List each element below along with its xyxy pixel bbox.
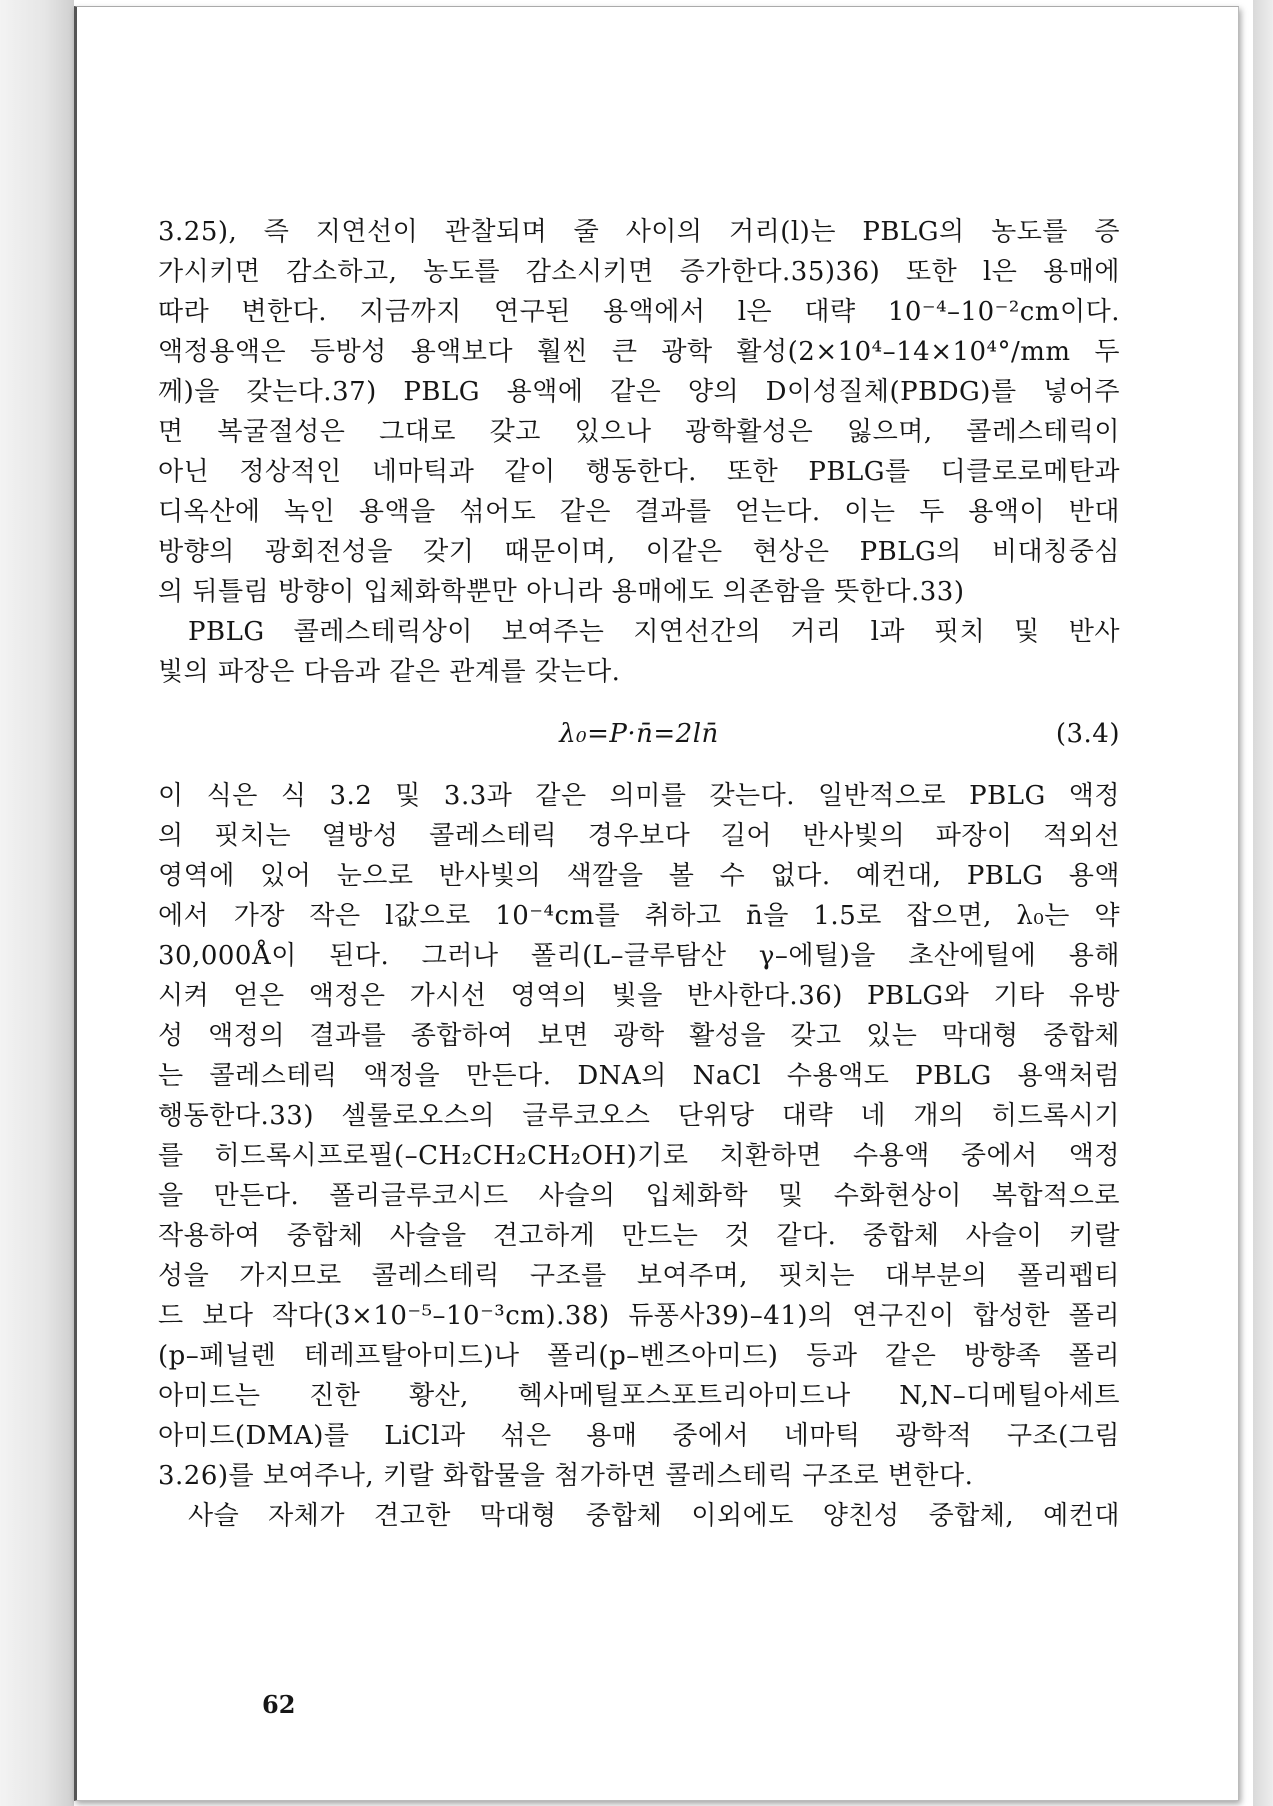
text-line: 30,000Å이 된다. 그러나 폴리(L–글루탐산 γ–에틸)을 초산에틸에 용해 xyxy=(158,941,1120,971)
text-line: (p–페닐렌 테레프탈아미드)나 폴리(p–벤즈아미드) 등과 같은 방향족 폴리 xyxy=(158,1341,1120,1371)
text-line: 따라 변한다. 지금까지 연구된 용액에서 l은 대략 10⁻⁴–10⁻²cm이다. xyxy=(158,297,1120,327)
paragraph-2 xyxy=(158,612,1120,692)
text-line: 빛의 파장은 다음과 같은 관계를 갖는다. xyxy=(158,657,621,687)
paragraph-4 xyxy=(158,1496,1120,1536)
text-line: 액정용액은 등방성 용액보다 훨씬 큰 광학 활성(2×10⁴–14×10⁴°/mm 두 xyxy=(158,337,1120,367)
text-line: 방향의 광회전성을 갖기 때문이며, 이같은 현상은 PBLG의 비대칭중심 xyxy=(158,537,1120,567)
text-line: 드 보다 작다(3×10⁻⁵–10⁻³cm).38) 듀퐁사39)–41)의 연구진이 합성한 폴리 xyxy=(158,1301,1120,1331)
text-line: PBLG 콜레스테릭상이 보여주는 지연선간의 거리 l과 핏치 및 반사 xyxy=(188,617,1120,647)
book-spine-edge xyxy=(0,0,74,1806)
text-line: 의 핏치는 열방성 콜레스테릭 경우보다 길어 반사빛의 파장이 적외선 xyxy=(158,821,1120,851)
equation-row xyxy=(158,714,1120,754)
text-line: 아미드는 진한 황산, 헥사메틸포스포트리아미드나 N,N–디메틸아세트 xyxy=(158,1381,1120,1411)
text-line: 작용하여 중합체 사슬을 견고하게 만드는 것 같다. 중합체 사슬이 키랄 xyxy=(158,1221,1120,1251)
text-line: 3.26)를 보여주나, 키랄 화합물을 첨가하면 콜레스테릭 구조로 변한다. xyxy=(158,1461,974,1491)
text-line: 성을 가지므로 콜레스테릭 구조를 보여주며, 핏치는 대부분의 폴리펩티 xyxy=(158,1261,1120,1291)
text-line: 3.25), 즉 지연선이 관찰되며 줄 사이의 거리(l)는 PBLG의 농도를 증 xyxy=(158,217,1120,247)
book-outer-edge xyxy=(1253,0,1273,1806)
paragraph-1 xyxy=(158,212,1120,612)
text-line: 면 복굴절성은 그대로 갖고 있으나 광학활성은 잃으며, 콜레스테릭이 xyxy=(158,417,1120,447)
equation-number: (3.4) xyxy=(1055,719,1120,749)
text-line: 영역에 있어 눈으로 반사빛의 색깔을 볼 수 없다. 예컨대, PBLG 용액 xyxy=(158,861,1120,891)
text-line: 아닌 정상적인 네마틱과 같이 행동한다. 또한 PBLG를 디클로로메탄과 xyxy=(158,457,1120,487)
text-line: 아미드(DMA)를 LiCl과 섞은 용매 중에서 네마틱 광학적 구조(그림 xyxy=(158,1421,1120,1451)
page-number: 62 xyxy=(262,1690,296,1719)
text-line: 가시키면 감소하고, 농도를 감소시키면 증가한다.35)36) 또한 l은 용매에 xyxy=(158,257,1120,287)
body-text xyxy=(158,212,1120,1536)
text-line: 께)을 갖는다.37) PBLG 용액에 같은 양의 D이성질체(PBDG)를 넣어주 xyxy=(158,377,1120,407)
text-line: 는 콜레스테릭 액정을 만든다. DNA의 NaCl 수용액도 PBLG 용액처럼 xyxy=(158,1061,1120,1091)
text-line: 를 히드록시프로필(–CH₂CH₂CH₂OH)기로 치환하면 수용액 중에서 액정 xyxy=(158,1141,1120,1171)
text-line: 에서 가장 작은 l값으로 10⁻⁴cm를 취하고 n̄을 1.5로 잡으면, λ₀는 약 xyxy=(158,901,1120,931)
paragraph-3 xyxy=(158,776,1120,1496)
text-line: 디옥산에 녹인 용액을 섞어도 같은 결과를 얻는다. 이는 두 용액이 반대 xyxy=(158,497,1120,527)
text-line: 시켜 얻은 액정은 가시선 영역의 빛을 반사한다.36) PBLG와 기타 유방 xyxy=(158,981,1120,1011)
equation-formula: λ₀=P·n̄=2ln̄ xyxy=(559,719,719,749)
text-line: 사슬 자체가 견고한 막대형 중합체 이외에도 양친성 중합체, 예컨대 xyxy=(188,1501,1120,1531)
text-line: 행동한다.33) 셀룰로오스의 글루코오스 단위당 대략 네 개의 히드록시기 xyxy=(158,1101,1120,1131)
text-line: 을 만든다. 폴리글루코시드 사슬의 입체화학 및 수화현상이 복합적으로 xyxy=(158,1181,1120,1211)
text-line: 성 액정의 결과를 종합하여 보면 광학 활성을 갖고 있는 막대형 중합체 xyxy=(158,1021,1120,1051)
text-line: 의 뒤틀림 방향이 입체화학뿐만 아니라 용매에도 의존함을 뜻한다.33) xyxy=(158,577,965,607)
text-line: 이 식은 식 3.2 및 3.3과 같은 의미를 갖는다. 일반적으로 PBLG 액정 xyxy=(158,781,1120,811)
